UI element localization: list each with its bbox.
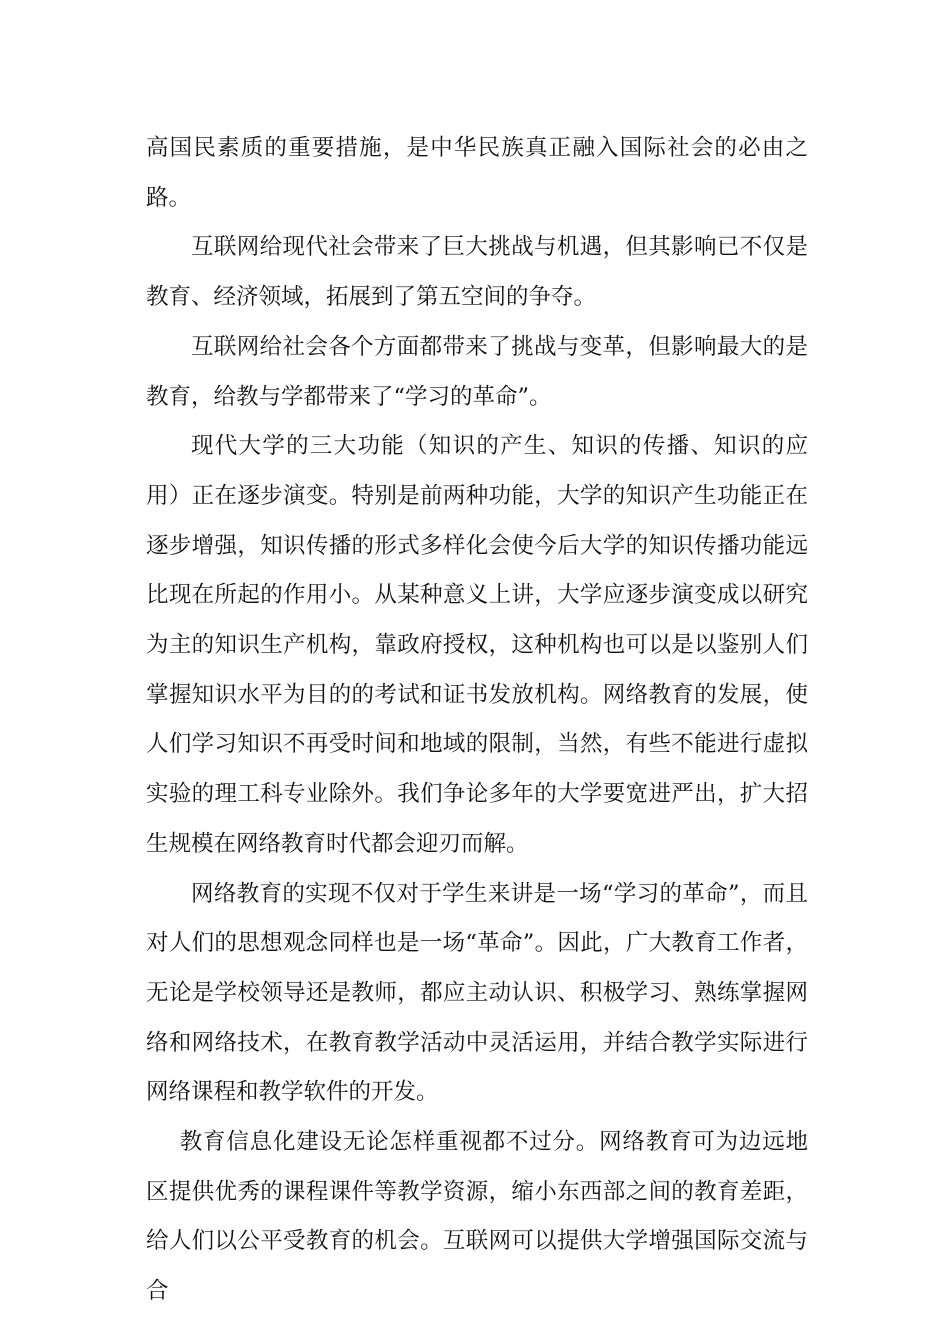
paragraph-learning-revolution: 互联网给社会各个方面都带来了挑战与变革，但影响最大的是教育，给教与学都带来了“学习的革命”。: [146, 333, 808, 410]
paragraph-university-functions: 现代大学的三大功能（知识的产生、知识的传播、知识的应用）正在逐步演变。特别是前两种功能，大学的知识产生功能正在逐步增强，知识传播的形式多样化会使今后大学的知识传播功能远比现在所起的作用小。从某种意义上讲，大学应逐步演变成以研究为主的知识生产机构，靠政府授权，这种机构也可以是以鉴别人们掌握知识水平为目的的考试和证书发放机构。网络教育的发展，使人们学习知识不再受时间和地域的限制，当然，有些不能进行虚拟实验的理工科专业除外。我们争论多年的大学要宽进严出，扩大招生规模在网络教育时代都会迎刃而解。: [146, 433, 808, 857]
paragraph-network-education: 网络教育的实现不仅对于学生来讲是一场“学习的革命”，而且对人们的思想观念同样也是一场“革命”。因此，广大教育工作者，无论是学校领导还是教师，都应主动认识、积极学习、熟练掌握网络和网络技术，在教育教学活动中灵活运用，并结合教学实际进行网络课程和教学软件的开发。: [146, 880, 808, 1106]
document-body: [146, 124, 808, 1317]
paragraph-informatization: 教育信息化建设无论怎样重视都不过分。网络教育可为边远地区提供优秀的课程课件等教学资源，缩小东西部之间的教育差距，给人们以公平受教育的机会。互联网可以提供大学增强国际交流与合: [146, 1129, 808, 1305]
paragraph-continuation: 高国民素质的重要措施，是中华民族真正融入国际社会的必由之路。: [146, 135, 808, 211]
paragraph-internet-challenges: 互联网给现代社会带来了巨大挑战与机遇，但其影响已不仅是教育、经济领域，拓展到了第五空间的争夺。: [146, 234, 808, 311]
